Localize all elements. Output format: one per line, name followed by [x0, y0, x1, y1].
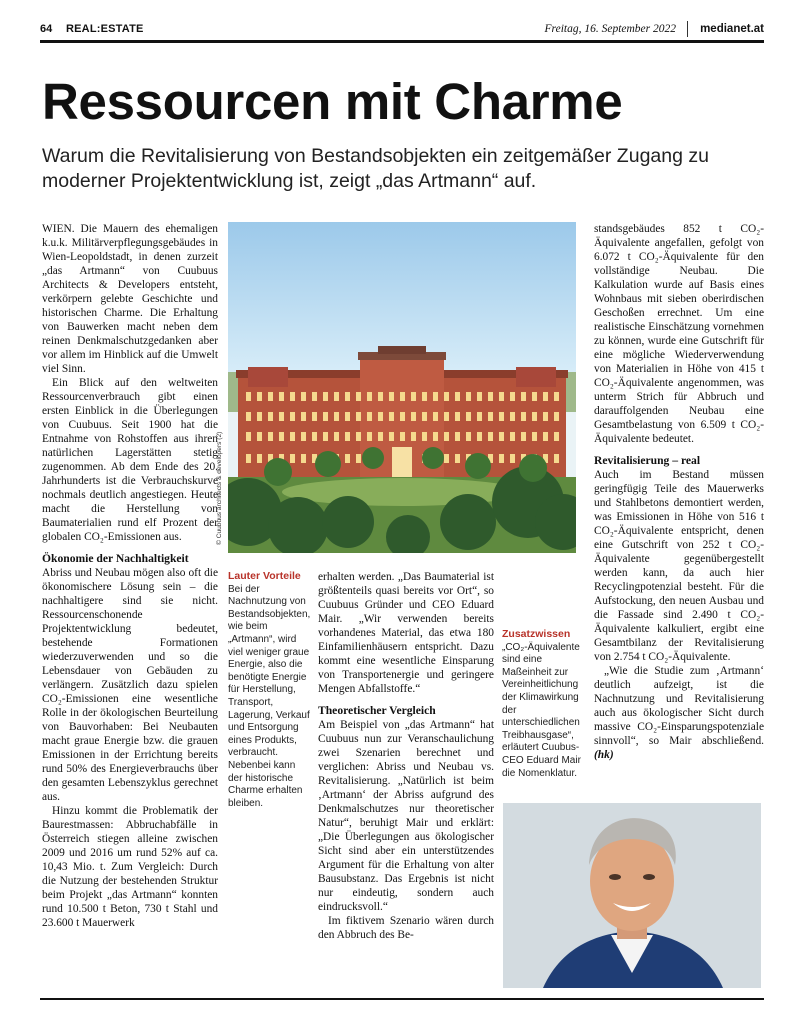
paragraph: Am Beispiel von „das Artmann“ hat Cuubuus nun zur Veranschaulichung zwei Szenarien berechnet und verglichen: Abriss und Neubau vs. Revitalisierung. „Natürlich ist beim ‚Artmann‘ der Abriss aufgrund des Denkmalschutzes nur theoretischer Natur“, beruhigt Mair und erklärt: „Die Überlegungen aus ökologischer Sicht sind aber ein unterstützendes Argument für die Erhaltung von alter Bausubstanz. Das Ergebnis ist nicht nur eindeutig, sondern auch eindrucksvoll.“ [318, 719, 494, 913]
page-header [40, 20, 764, 42]
building-window [389, 432, 394, 441]
building-window [345, 454, 350, 463]
building-window [301, 392, 306, 401]
paragraph: Im fiktivem Szenario wären durch den Abbruch des Be- [318, 915, 494, 941]
building-window [389, 412, 394, 421]
building-window [290, 392, 295, 401]
building-window [356, 454, 361, 463]
building-window [477, 412, 482, 421]
building-window [455, 392, 460, 401]
building-window [477, 392, 482, 401]
sidebar-lauter-vorteile [228, 570, 310, 810]
building-window [356, 392, 361, 401]
building-window [488, 392, 493, 401]
building-window [389, 392, 394, 401]
article-column-3 [594, 222, 764, 762]
building-window [268, 392, 273, 401]
building-window [345, 432, 350, 441]
paragraph: Auch im Bestand müssen geringfügig Teile des Mauerwerks und Stahlbetons demontiert werden, was Emissionen in Höhe von 516 t CO₂-Äquivalente entspricht, denen eine Gutschrift von 252 t CO₂-Äquivalente gegenübergestellt werden kann, da auch hier Recyclingpotenzial besteht. Für die Aufstockung, den neuen Ausbau und die Fassade sind 2.490 t CO₂-Äquivalente kalkuliert, ergibt eine Gesamtbilanz der Revitalisierung von 2.754 t CO₂-Äquivalente. [594, 469, 764, 663]
building-window [246, 454, 251, 463]
building-window [257, 392, 262, 401]
building-window [356, 412, 361, 421]
building-window [367, 432, 372, 441]
paragraph: WIEN. Die Mauern des ehemaligen k.u.k. Militärverpflegungsgebäudes in Wien-Leopoldstadt, in denen zurzeit „das Artmann“ von Cuubuus Architects & Developers entsteht, verkörpern gelebte Geschichte und historischen Charme. Die Erhaltung von Bauwerken macht neben dem reinen Denkmalschutzgedanken aber vor allem im Hinblick auf die Umwelt viel Sinn. [42, 223, 218, 375]
building-window [312, 412, 317, 421]
building-window [268, 412, 273, 421]
building-window [290, 412, 295, 421]
building-window [334, 412, 339, 421]
paragraph: „Wie die Studie zum ‚Artmann‘ deutlich aufzeigt, ist die Nachnutzung und Revitalisierung auch aus ökologischer Sicht durch massive CO₂-Einsparungspotenziale sinnvoll“, so Mair abschließend. (hk) [594, 665, 764, 761]
building-window [532, 412, 537, 421]
building-illustration [228, 222, 576, 553]
issue-date: Freitag, 16. September 2022 [544, 23, 676, 35]
building-window [466, 432, 471, 441]
building-window [323, 432, 328, 441]
building-window [246, 392, 251, 401]
building-window [554, 392, 559, 401]
building-window [367, 392, 372, 401]
paragraph: standsgebäudes 852 t CO₂-Äquivalente angefallen, gefolgt von 6.072 t CO₂-Äquivalente für den vollständige Neubau. Die Kalkulation wurde auf Basis eines Wohnbaus mit sieben oberirdischen Geschoßen errechnet. Um eine realistische Einschätzung vornehmen zu können, wurde eine Gutschrift für eine mögliche Wiederverwendung von Materialien in Höhe von 415 t CO₂-Äquivalente angenommen, was unterm Strich für Abbruch und darauffolgenden Neubau eine Gesamtbelastung von 6.509 t CO₂-Äquivalente bedeutet. [594, 223, 764, 445]
building-window [257, 412, 262, 421]
building-window [477, 432, 482, 441]
building-window [279, 432, 284, 441]
building-window [334, 432, 339, 441]
building-window [411, 392, 416, 401]
article-headline: Ressourcen mit Charme [42, 73, 623, 130]
building-window [334, 392, 339, 401]
building-window [400, 432, 405, 441]
building-window [455, 412, 460, 421]
building-window [257, 454, 262, 463]
building-window [301, 432, 306, 441]
building-window [301, 454, 306, 463]
building-window [323, 412, 328, 421]
building-window [510, 412, 515, 421]
building-window [510, 432, 515, 441]
building-window [455, 454, 460, 463]
paragraph: Abriss und Neubau mögen also oft die ökonomischere Lösung sein – die nachhaltigere sind sie nicht. Ressourcenschonende Projektentwicklung bedeutet, bestehende Formationen wiederzuverwenden und so die Lebensdauer von Gebäuden zu verlängern. Zusätzlich dazu spielen CO₂-Emissionen eine wesentliche Rolle in der ökologischen Beurteilung von Bauvorhaben: Bei Neubauten macht graue Energie bzw. die grauen Emissionen in der Errichtung bereits rund 50% des Energieverbrauchs über den gesamten Lebenszyklus gerechnet aus. [42, 567, 218, 803]
section-label: REAL:ESTATE [66, 23, 144, 35]
building-window [279, 392, 284, 401]
paragraph: Hinzu kommt die Problematik der Baurestmassen: Abbruchabfälle in Österreich stiegen alleine zwischen 2009 und 2016 um rund 52% auf ca. 10,43 Mio. t. Zum Vergleich: Durch die Nutzung der bestehenden Struktur beim Projekt „das Artmann“ konnten rund 10.500 t Beton, 730 t Stahl und 23.600 t Mauerwerk [42, 805, 218, 929]
paragraph: Ein Blick auf den weltweiten Ressourcenverbrauch gibt einen ersten Einblick in die Überlegungen von Cuubuus. Seit 1900 hat die Entnahme von Rohstoffen aus ihren natürlichen Lagerstätten stetig zugenommen. Ab dem Ende des 20. Jahrhunderts ist die Verbrauchskurve nochmals deutlich angestiegen. Heute macht die Herstellung von Baumaterialien rund elf Prozent der globalen CO₂-Emissionen aus. [42, 377, 218, 543]
building-window [378, 412, 383, 421]
article-column-2 [318, 570, 494, 942]
building-window [378, 432, 383, 441]
header-divider [687, 21, 688, 37]
building-window [455, 432, 460, 441]
building-window [433, 412, 438, 421]
building-window [444, 412, 449, 421]
photo-credit: © Cuubuus architects & developers (2) [216, 431, 223, 545]
building-window [312, 432, 317, 441]
sidebar-text: „CO₂-Äquivalente sind eine Maßeinheit zur Vereinheitlichung der Klimawirkung der unterschiedlichen Treibhausgase“, erläutert Cuubus-CEO Eduard Mair die Nomenklatur. [502, 641, 581, 779]
building-window [466, 392, 471, 401]
author-signature: (hk) [594, 749, 614, 761]
building-window [378, 392, 383, 401]
building-window [290, 454, 295, 463]
building-window [510, 392, 515, 401]
building-window [312, 392, 317, 401]
building-window [345, 412, 350, 421]
building-window [554, 432, 559, 441]
building-window [510, 454, 515, 463]
bottom-rule [40, 998, 764, 1000]
building-window [356, 432, 361, 441]
site-name: medianet.at [700, 23, 764, 35]
building-window [444, 432, 449, 441]
building-window [532, 432, 537, 441]
building-window [466, 412, 471, 421]
subheading: Theoretischer Vergleich [318, 704, 436, 717]
building-window [488, 432, 493, 441]
building-window [257, 432, 262, 441]
article-subhead: Warum die Revitalisierung von Bestandsobjekten ein zeitgemäßer Zugang zu moderner Projektentwicklung ist, zeigt „das Artmann“ auf. [42, 145, 709, 192]
building-window [422, 432, 427, 441]
building-window [499, 432, 504, 441]
building-window [554, 412, 559, 421]
sidebar-title: Lauter Vorteile [228, 570, 301, 582]
building-window [521, 412, 526, 421]
building-window [268, 432, 273, 441]
building-window [521, 392, 526, 401]
portrait-photo [503, 803, 761, 988]
building-window [400, 392, 405, 401]
building-window [499, 412, 504, 421]
sidebar-text: Bei der Nachnutzung von Bestandsobjekten, wie beim „Artmann“, wird viel weniger graue Energie, also die benötigte Energie für Herstellung, Transport, Lagerung, Verkauf und Entsorgung eines Produkts, verbraucht. Nebenbei kann der historische Charme erhalten bleiben. [228, 583, 311, 809]
building-window [279, 412, 284, 421]
building-window [246, 432, 251, 441]
paragraph: erhalten werden. „Das Baumaterial ist größtenteils quasi bereits vor Ort“, so Cuubuus Gründer und CEO Eduard Mair. „Wir verwenden bereits vorhandenes Material, das etwa 180 Einfamilienhäusern entspricht. Dazu kommt eine wesentliche Einsparung von Transportenergie und geringere Mengen Abfallstoffe.“ [318, 571, 494, 695]
building-window [499, 392, 504, 401]
subheading: Ökonomie der Nachhaltigkeit [42, 552, 189, 565]
building-window [345, 392, 350, 401]
building-window [543, 432, 548, 441]
sidebar-title: Zusatzwissen [502, 628, 571, 640]
building-window [301, 412, 306, 421]
building-window [422, 412, 427, 421]
building-window [499, 454, 504, 463]
building-window [422, 392, 427, 401]
building-window [323, 392, 328, 401]
article-column-1 [42, 222, 218, 930]
portrait-illustration [503, 803, 761, 988]
subheading: Revitalisierung – real [594, 454, 701, 467]
building-window [444, 392, 449, 401]
top-rule [40, 40, 764, 43]
building-window [433, 432, 438, 441]
building-window [411, 412, 416, 421]
page-number: 64 [40, 23, 53, 35]
building-window [554, 454, 559, 463]
building-window [444, 454, 449, 463]
building-window [433, 392, 438, 401]
building-photo [228, 222, 576, 553]
building-window [488, 412, 493, 421]
building-window [246, 412, 251, 421]
building-window [290, 432, 295, 441]
building-window [411, 432, 416, 441]
sidebar-zusatzwissen [502, 628, 584, 780]
building-window [367, 412, 372, 421]
building-window [400, 412, 405, 421]
building-window [532, 392, 537, 401]
building-window [521, 432, 526, 441]
building-window [543, 392, 548, 401]
building-window [543, 412, 548, 421]
